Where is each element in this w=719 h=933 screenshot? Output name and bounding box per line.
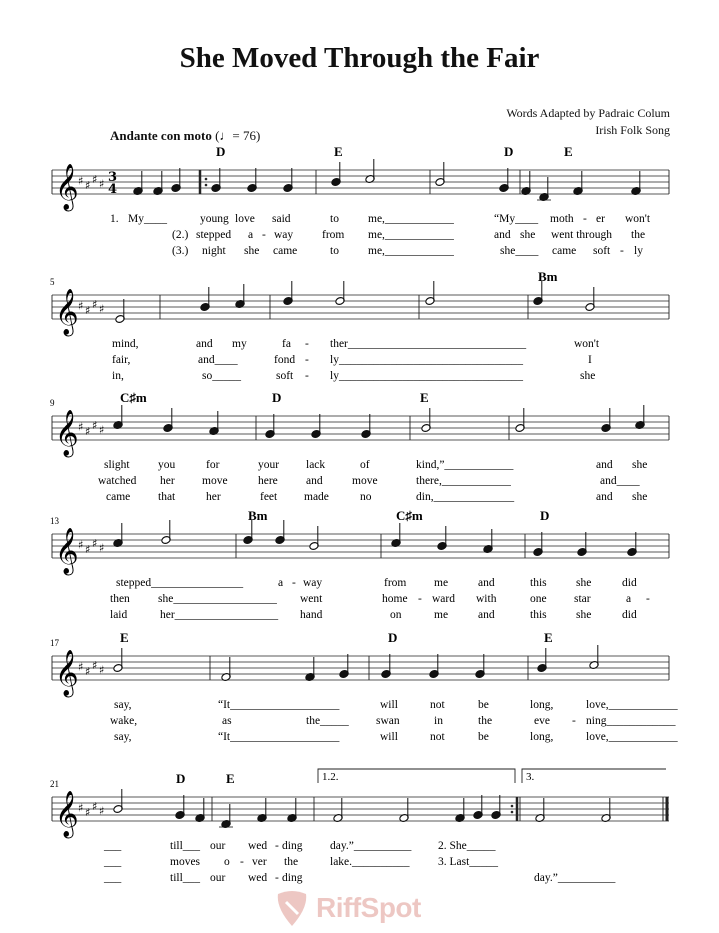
chord-symbol: E: [226, 771, 235, 786]
lyric-syllable: slight: [104, 459, 130, 471]
lyric-syllable: from: [384, 577, 407, 589]
lyric-syllable: -: [305, 370, 309, 382]
chord-symbol: E: [420, 390, 429, 405]
lyric-syllable: -: [305, 354, 309, 366]
lyric-syllable: kind,”____________: [416, 459, 514, 471]
measure-number: 13: [50, 516, 59, 526]
lyric-syllable: -: [620, 245, 624, 257]
lyric-syllable: feet: [260, 491, 278, 503]
lyric-syllable: fond: [274, 354, 296, 366]
lyric-syllable: love,____________: [586, 699, 678, 711]
volta-bracket: [318, 769, 515, 783]
lyric-syllable: way: [274, 229, 294, 241]
lyric-syllable: ding: [282, 872, 303, 884]
lyric-syllable: made: [304, 491, 329, 503]
lyric-syllable: watched: [98, 475, 137, 487]
lyric-syllable: on: [390, 609, 402, 621]
repeat-dot: [205, 178, 208, 181]
lyric-syllable: that: [158, 491, 176, 503]
lyric-syllable: you: [158, 459, 176, 471]
staff-system: [50, 630, 678, 743]
chord-symbol: E: [564, 144, 573, 159]
lyric-syllable: she____: [500, 245, 539, 257]
lyric-syllable: (3.): [172, 245, 189, 257]
lyric-syllable: home: [382, 593, 408, 605]
staff-system: [50, 769, 669, 884]
guitar-pick-icon: [272, 888, 312, 928]
lyric-syllable: here: [258, 475, 278, 487]
lyric-syllable: ___: [104, 856, 122, 868]
lyric-syllable: way: [303, 577, 323, 589]
sharp-icon: ♯: [85, 425, 91, 438]
lyric-syllable: soft: [593, 245, 611, 257]
lyric-syllable: a: [248, 229, 254, 241]
lyric-syllable: ther_______________________________: [330, 338, 527, 350]
time-signature-bottom: 4: [108, 182, 118, 197]
lyric-syllable: in,: [112, 370, 124, 382]
lyric-syllable: be: [478, 731, 489, 743]
lyric-syllable: lake.__________: [330, 856, 410, 868]
measure-number: 17: [50, 638, 59, 648]
lyric-syllable: she: [576, 609, 592, 621]
lyric-syllable: moves: [170, 856, 201, 868]
lyric-syllable: -: [583, 213, 587, 225]
lyric-syllable: her__________________: [160, 609, 279, 621]
lyric-syllable: stepped: [196, 229, 232, 241]
lyric-syllable: young: [200, 213, 229, 225]
lyric-syllable: I: [588, 354, 592, 366]
sharp-icon: ♯: [78, 538, 84, 552]
staff-system: [50, 269, 669, 382]
lyric-syllable: (2.): [172, 229, 189, 241]
chord-symbol: C♯m: [120, 390, 147, 405]
lyric-syllable: and____: [198, 354, 238, 366]
sharp-icon: ♯: [99, 302, 105, 316]
lyric-syllable: her: [160, 475, 175, 487]
lyric-syllable: long,: [530, 731, 554, 743]
treble-clef-icon: 𝄞: [55, 410, 79, 456]
time-signature-top: 3: [108, 170, 118, 185]
chord-symbol: D: [504, 144, 514, 159]
lyric-syllable: the_____: [306, 715, 349, 727]
lyric-syllable: she: [520, 229, 536, 241]
lyric-syllable: my: [232, 338, 247, 350]
sharp-icon: ♯: [92, 537, 98, 550]
lyric-syllable: ly________________________________: [330, 354, 523, 366]
lyric-syllable: and: [596, 459, 613, 471]
lyric-syllable: and: [478, 609, 495, 621]
lyric-syllable: ___: [104, 840, 122, 852]
treble-clef-icon: 𝄞: [55, 528, 79, 574]
lyric-syllable: the: [631, 229, 646, 241]
treble-clef-icon: 𝄞: [55, 791, 79, 837]
lyric-syllable: a: [626, 593, 632, 605]
brand-name: RiffSpot: [316, 892, 421, 923]
lyric-syllable: did: [622, 577, 637, 589]
chord-symbol: E: [544, 630, 553, 645]
sharp-icon: ♯: [85, 665, 91, 678]
lyric-syllable: -: [275, 840, 279, 852]
lyric-syllable: mind,: [112, 338, 139, 350]
volta-label: 3.: [526, 771, 535, 783]
lyric-syllable: her: [206, 491, 221, 503]
lyric-syllable: won't: [625, 213, 651, 225]
lyric-syllable: long,: [530, 699, 554, 711]
lyric-syllable: 2. She_____: [438, 840, 496, 852]
lyric-syllable: er: [596, 213, 605, 225]
lyric-syllable: love: [235, 213, 255, 225]
chord-symbol: D: [272, 390, 282, 405]
lyric-syllable: ding: [282, 840, 303, 852]
lyric-syllable: star: [574, 593, 591, 605]
lyric-syllable: “It___________________: [218, 731, 340, 743]
lyric-syllable: wake,: [110, 715, 138, 727]
lyric-syllable: went through: [551, 229, 613, 241]
lyric-syllable: and: [494, 229, 511, 241]
sharp-icon: ♯: [85, 806, 91, 819]
lyric-syllable: one: [530, 593, 547, 605]
chord-symbol: D: [388, 630, 398, 645]
sharp-icon: ♯: [92, 419, 98, 432]
sharp-icon: ♯: [99, 423, 105, 437]
lyric-syllable: will: [380, 699, 398, 711]
volta-bracket: [522, 769, 666, 783]
sharp-icon: ♯: [99, 541, 105, 555]
lyric-syllable: -: [572, 715, 576, 727]
lyric-syllable: -: [262, 229, 266, 241]
lyric-syllable: and: [196, 338, 213, 350]
lyric-syllable: and: [306, 475, 323, 487]
lyric-syllable: “It___________________: [218, 699, 340, 711]
lyric-syllable: she: [632, 491, 648, 503]
lyric-syllable: day.”__________: [330, 840, 412, 852]
lyric-syllable: the: [478, 715, 493, 727]
lyric-syllable: came: [273, 245, 298, 257]
tempo-text: Andante con moto: [110, 128, 212, 143]
lyric-syllable: to: [330, 245, 339, 257]
lyric-syllable: moth: [550, 213, 574, 225]
lyric-syllable: -: [275, 872, 279, 884]
lyric-syllable: the: [284, 856, 299, 868]
lyric-syllable: say,: [114, 699, 132, 711]
lyricist-credit: Words Adapted by Padraic Colum: [506, 106, 670, 120]
measure-number: 21: [50, 779, 59, 789]
measure-number: 9: [50, 398, 55, 408]
lyric-syllable: with: [476, 593, 497, 605]
lyric-syllable: soft: [276, 370, 294, 382]
lyric-syllable: so_____: [202, 370, 241, 382]
lyric-syllable: lack: [306, 459, 326, 471]
lyric-syllable: did: [622, 609, 637, 621]
lyric-syllable: -: [292, 577, 296, 589]
brand-logo: [272, 888, 452, 928]
lyric-syllable: she__________________: [158, 593, 277, 605]
lyric-syllable: swan: [376, 715, 400, 727]
lyric-syllable: hand: [300, 609, 323, 621]
lyric-syllable: be: [478, 699, 489, 711]
lyric-syllable: ly________________________________: [330, 370, 523, 382]
lyric-syllable: me,____________: [368, 229, 454, 241]
treble-clef-icon: 𝄞: [55, 650, 79, 696]
lyric-syllable: this: [530, 609, 547, 621]
lyric-syllable: went: [300, 593, 323, 605]
lyric-syllable: ver: [252, 856, 267, 868]
lyric-syllable: 3. Last_____: [438, 856, 499, 868]
chord-symbol: D: [176, 771, 186, 786]
staff-system: [50, 390, 669, 503]
lyric-syllable: there,____________: [416, 475, 511, 487]
lyric-syllable: -: [418, 593, 422, 605]
lyric-syllable: from: [322, 229, 345, 241]
lyric-syllable: me: [434, 577, 449, 589]
lyric-syllable: ward: [432, 593, 455, 605]
lyric-syllable: she: [580, 370, 596, 382]
lyric-syllable: said: [272, 213, 291, 225]
lyric-syllable: move: [352, 475, 378, 487]
lyric-syllable: “My____: [494, 213, 539, 225]
chord-symbol: E: [120, 630, 129, 645]
sharp-icon: ♯: [85, 543, 91, 556]
measure-number: 5: [50, 277, 55, 287]
lyric-syllable: ly: [634, 245, 643, 257]
sharp-icon: ♯: [99, 804, 105, 818]
chord-symbol: C♯m: [396, 508, 423, 523]
lyric-syllable: till___: [170, 840, 201, 852]
lyric-syllable: not: [430, 731, 445, 743]
lyric-syllable: fair,: [112, 354, 131, 366]
lyric-syllable: eve: [534, 715, 550, 727]
sharp-icon: ♯: [78, 420, 84, 434]
lyric-syllable: your: [258, 459, 280, 471]
repeat-dot: [205, 184, 208, 187]
lyric-syllable: me,____________: [368, 213, 454, 225]
lyric-syllable: not: [430, 699, 445, 711]
chord-symbol: D: [540, 508, 550, 523]
sharp-icon: ♯: [92, 800, 98, 813]
lyric-syllable: 1.: [110, 213, 119, 225]
sharp-icon: ♯: [92, 659, 98, 672]
lyric-syllable: -: [240, 856, 244, 868]
lyric-syllable: a: [278, 577, 284, 589]
lyric-syllable: till___: [170, 872, 201, 884]
lyric-syllable: me: [434, 609, 449, 621]
lyric-syllable: and: [478, 577, 495, 589]
lyric-syllable: o: [224, 856, 230, 868]
lyric-syllable: ___: [104, 872, 122, 884]
lyric-syllable: stepped________________: [116, 577, 244, 589]
lyric-syllable: in: [434, 715, 443, 727]
lyric-syllable: wed: [248, 840, 268, 852]
volta-label: 1.2.: [322, 771, 339, 783]
lyric-syllable: and____: [600, 475, 640, 487]
song-title: She Moved Through the Fair: [179, 42, 540, 74]
chord-symbol: D: [216, 144, 226, 159]
sharp-icon: ♯: [85, 179, 91, 192]
lyric-syllable: of: [360, 459, 370, 471]
lyric-syllable: din,______________: [416, 491, 515, 503]
staff-system: [52, 144, 669, 257]
lyric-syllable: to: [330, 213, 339, 225]
lyric-syllable: as: [222, 715, 232, 727]
lyric-syllable: My____: [128, 213, 167, 225]
sharp-icon: ♯: [78, 801, 84, 815]
lyric-syllable: day.”__________: [534, 872, 616, 884]
chord-symbol: E: [334, 144, 343, 159]
lyric-syllable: for: [206, 459, 220, 471]
lyric-syllable: came: [552, 245, 577, 257]
lyric-syllable: fa: [282, 338, 291, 350]
sharp-icon: ♯: [99, 663, 105, 677]
lyric-syllable: laid: [110, 609, 128, 621]
sharp-icon: ♯: [78, 174, 84, 188]
lyric-syllable: she: [244, 245, 260, 257]
lyric-syllable: move: [202, 475, 228, 487]
lyric-syllable: this: [530, 577, 547, 589]
treble-clef-icon: 𝄞: [55, 289, 79, 335]
lyric-syllable: she: [576, 577, 592, 589]
sharp-icon: ♯: [92, 298, 98, 311]
lyric-syllable: will: [380, 731, 398, 743]
sharp-icon: ♯: [78, 660, 84, 674]
lyric-syllable: she: [632, 459, 648, 471]
lyric-syllable: me,____________: [368, 245, 454, 257]
lyric-syllable: ning____________: [586, 715, 676, 727]
treble-clef-icon: 𝄞: [55, 164, 79, 210]
lyric-syllable: our: [210, 840, 226, 852]
lyric-syllable: and: [596, 491, 613, 503]
sharp-icon: ♯: [99, 177, 105, 191]
staff-system: [50, 508, 669, 621]
chord-symbol: Bm: [538, 269, 558, 284]
repeat-dot: [511, 811, 514, 814]
lyric-syllable: our: [210, 872, 226, 884]
sharp-icon: ♯: [85, 304, 91, 317]
repeat-dot: [511, 805, 514, 808]
lyric-syllable: love,____________: [586, 731, 678, 743]
lyric-syllable: -: [305, 338, 309, 350]
lyric-syllable: wed: [248, 872, 268, 884]
sharp-icon: ♯: [78, 299, 84, 313]
lyric-syllable: won't: [574, 338, 600, 350]
metronome-mark: (♩= 76): [215, 128, 261, 143]
lyric-syllable: then: [110, 593, 130, 605]
lyric-syllable: came: [106, 491, 131, 503]
sharp-icon: ♯: [92, 173, 98, 186]
lyric-syllable: say,: [114, 731, 132, 743]
lyric-syllable: night: [202, 245, 226, 257]
lyric-syllable: -: [646, 593, 650, 605]
composer-credit: Irish Folk Song: [595, 123, 670, 137]
chord-symbol: Bm: [248, 508, 268, 523]
lyric-syllable: no: [360, 491, 372, 503]
